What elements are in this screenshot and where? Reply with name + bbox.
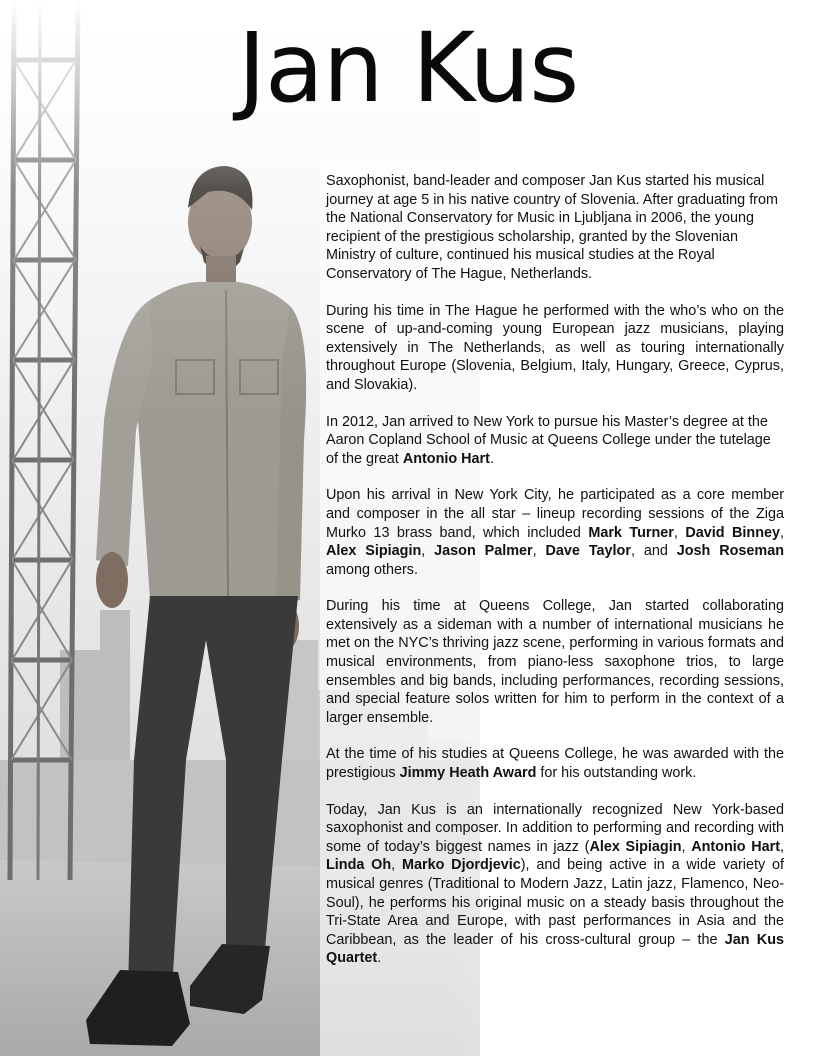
bio-text: ), and being active in a wide variety of musical genres (Traditional to Modern Jazz, Latin jazz, Flamenco, Neo-Soul), he performs his original music on a steady basis throughout the Tri-State Area and Europe, with past performances in Asia and the Caribbean, as the leader of his cross-cultural group – the xyxy=(326,857,785,948)
bio-text: among others. xyxy=(326,561,418,578)
bio-text: In 2012, Jan arrived to New York to pursue his Master’s degree at the Aaron Copland School of Music at Queens College under the tutelage of the great xyxy=(326,413,771,467)
bio-text: , xyxy=(532,543,546,560)
bio-emphasis: Jan Kus Quartet xyxy=(326,931,784,967)
bio-paragraph-7 xyxy=(326,801,784,968)
biography-text xyxy=(326,172,784,986)
bio-text: . xyxy=(489,450,494,467)
bio-emphasis: Mark Turner xyxy=(588,524,674,541)
bio-emphasis: Josh Roseman xyxy=(676,543,785,560)
bio-text: , xyxy=(391,857,402,874)
bio-text: , xyxy=(421,543,435,560)
bio-text: . xyxy=(377,950,382,967)
bio-text: Upon his arrival in New York City, he participated as a core member and composer in the all star – lineup recording sessions of the Ziga Murko 13 brass band, which included xyxy=(326,487,784,541)
bio-paragraph-1 xyxy=(326,172,784,284)
bio-emphasis: Antonio Hart xyxy=(691,838,780,855)
bio-paragraph-2 xyxy=(326,302,784,395)
bio-text: , xyxy=(681,838,692,855)
bio-emphasis: Marko Djordjevic xyxy=(401,857,521,874)
bio-text: During his time in The Hague he performed with the who’s who on the scene of up-and-coming young European jazz musicians, playing extensively in The Netherlands, as well as touring internationally throughout Europe (Slovenia, Belgium, Italy, Hungary, Greece, Cyprus, and Slovakia). xyxy=(326,302,784,393)
bio-paragraph-3 xyxy=(326,413,784,469)
bio-text: , xyxy=(780,524,784,541)
bio-text: Today, Jan Kus is an internationally recognized New York-based saxophonist and composer. In addition to performing and recording with some of today’s biggest names in jazz ( xyxy=(326,801,784,855)
bio-text: , xyxy=(673,524,686,541)
bio-emphasis: Alex Sipiagin xyxy=(589,838,682,855)
bio-emphasis: Alex Sipiagin xyxy=(326,543,422,560)
bio-emphasis: Linda Oh xyxy=(326,857,392,874)
bio-paragraph-4 xyxy=(326,486,784,579)
bio-text: At the time of his studies at Queens College, he was awarded with the prestigious xyxy=(326,746,784,782)
bio-text: , xyxy=(780,838,784,855)
bio-emphasis: Antonio Hart xyxy=(402,450,490,467)
bio-emphasis: Jason Palmer xyxy=(434,543,533,560)
bio-emphasis: David Binney xyxy=(685,524,780,541)
bio-emphasis: Dave Taylor xyxy=(545,543,631,560)
bio-emphasis: Jimmy Heath Award xyxy=(399,765,537,782)
bio-paragraph-5 xyxy=(326,597,784,727)
bio-text: During his time at Queens College, Jan started collaborating extensively as a sideman with a number of international musicians he met on the NYC’s thriving jazz scene, performing in various formats and musical environments, from piano-less saxophone trios, to large ensembles and big bands, including performances, recording sessions, and special feature solos written for him to perform in the context of a larger ensemble. xyxy=(326,598,784,726)
bio-text: for his outstanding work. xyxy=(536,765,697,782)
bio-text: , and xyxy=(630,543,677,560)
bio-paragraph-6 xyxy=(326,745,784,782)
bio-text: Saxophonist, band-leader and composer Jan Kus started his musical journey at age 5 in his native country of Slovenia. After graduating from the National Conservatory for Music in Ljubljana in 2006, the young recipient of the prestigious scholarship, granted by the Slovenian Ministry of culture, continued his musical studies at the Royal Conservatory of The Hague, Netherlands. xyxy=(326,173,778,282)
page-title: Jan Kus xyxy=(237,12,579,124)
